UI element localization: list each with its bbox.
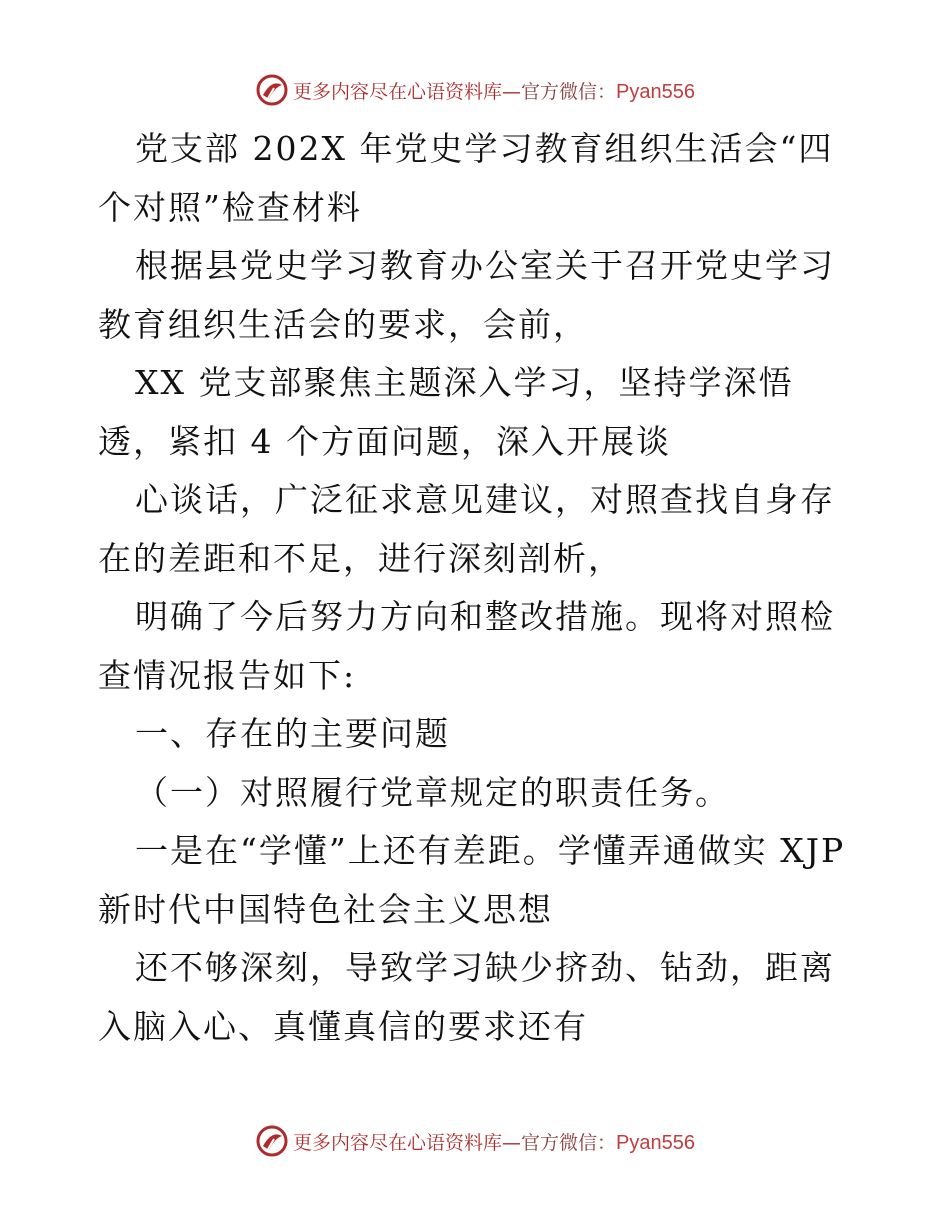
paragraph: XX 党支部聚焦主题深入学习，坚持学深悟透，紧扣 4 个方面问题，深入开展谈 <box>98 363 794 461</box>
paragraph: 根据县党史学习教育办公室关于召开党史学习教育组织生活会的要求，会前， <box>98 246 835 344</box>
section-heading: 一、存在的主要问题 <box>135 714 450 753</box>
paragraph: 心谈话，广泛征求意见建议，对照查找自身存在的差距和不足，进行深刻剖析， <box>98 480 835 578</box>
header-banner <box>0 70 950 110</box>
footer-banner-text <box>293 1128 695 1155</box>
document-title: 党支部 202X 年党史学习教育组织生活会“四个对照”检查材料 <box>98 129 834 227</box>
header-dash: — <box>502 80 522 103</box>
footer-main-text: 更多内容尽在心语资料库 <box>293 1131 503 1154</box>
paragraph: 还不够深刻，导致学习缺少挤劲、钻劲，距离入脑入心、真懂真信的要求还有 <box>98 948 835 1046</box>
header-wechat-id: Pyan556 <box>616 80 695 103</box>
ribbon-logo-icon <box>255 1124 289 1158</box>
header-banner-text <box>293 77 695 104</box>
footer-dash: — <box>502 1131 522 1154</box>
footer-banner <box>0 1121 950 1161</box>
header-wechat-label: 官方微信： <box>521 80 617 103</box>
paragraph: 明确了今后努力方向和整改措施。现将对照检查情况报告如下: <box>98 597 835 695</box>
footer-wechat-id: Pyan556 <box>616 1131 695 1154</box>
ribbon-logo-icon <box>255 73 289 107</box>
header-main-text: 更多内容尽在心语资料库 <box>293 80 503 103</box>
paragraph: 一是在“学懂”上还有差距。学懂弄通做实 XJP 新时代中国特色社会主义思想 <box>98 831 846 929</box>
subsection-heading: （一）对照履行党章规定的职责任务。 <box>135 772 730 812</box>
document-body <box>98 120 858 1056</box>
footer-wechat-label: 官方微信： <box>521 1131 617 1154</box>
